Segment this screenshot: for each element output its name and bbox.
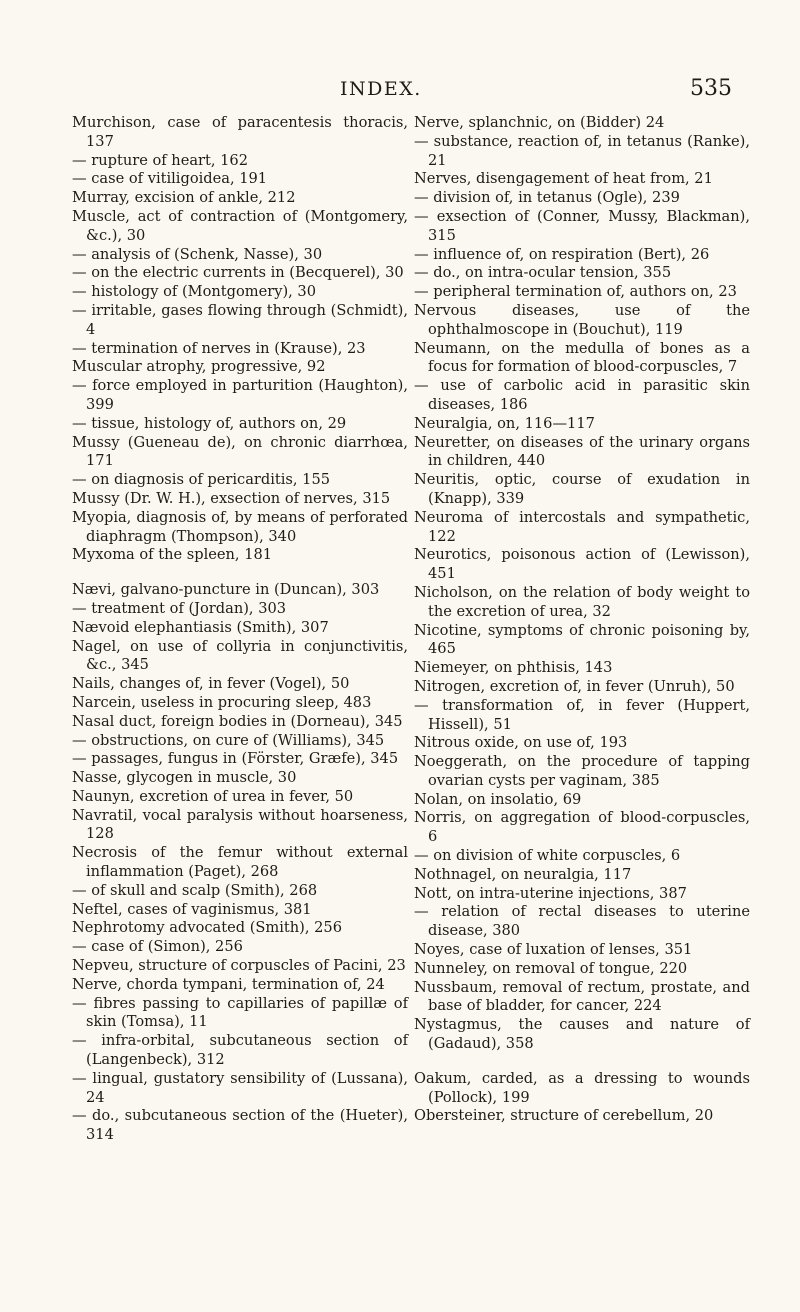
index-entry: — on division of white corpuscles, 6: [414, 847, 681, 865]
index-entry: Nott, on intra-uterine injections, 387: [414, 884, 687, 902]
index-entry: — case of vitiligoidea, 191: [72, 170, 268, 188]
header-title: INDEX.: [340, 78, 422, 100]
index-entry: Murray, excision of ankle, 212: [72, 189, 296, 207]
index-entry: Nervous diseases, use of the ophthalmoscope in (Bouchut), 119: [414, 301, 750, 338]
index-entry: — treatment of (Jordan), 303: [72, 599, 287, 617]
index-entry: Navratil, vocal paralysis without hoarseness, 128: [72, 806, 408, 843]
index-entry: Mussy (Gueneau de), on chronic diarrhœa, 171: [72, 433, 408, 470]
index-entry: — substance, reaction of, in tetanus (Ranke), 21: [414, 132, 750, 169]
running-header: [0, 76, 800, 106]
index-entry: Nerve, chorda tympani, termination of, 24: [72, 975, 385, 993]
section-gap: [414, 1054, 750, 1070]
page-number: 535: [690, 76, 732, 101]
index-entry: — irritable, gases flowing through (Schmidt), 4: [72, 301, 408, 338]
index-entry: — histology of (Montgomery), 30: [72, 283, 316, 301]
index-entry: Neuroma of intercostals and sympathetic, 122: [414, 508, 750, 545]
index-entry: — of skull and scalp (Smith), 268: [72, 881, 318, 899]
index-entry: Nitrogen, excretion of, in fever (Unruh), 50: [414, 677, 735, 695]
index-entry: Neuritis, optic, course of exudation in (Knapp), 339: [414, 471, 750, 507]
index-entry: — division of, in tetanus (Ogle), 239: [414, 189, 680, 207]
index-entry: Mussy (Dr. W. H.), exsection of nerves, 315: [72, 489, 391, 507]
index-entry: — fibres passing to capillaries of papillæ of skin (Tomsa), 11: [72, 994, 408, 1031]
index-entry: Nasse, glycogen in muscle, 30: [72, 769, 297, 787]
index-entry: — exsection of (Conner, Mussy, Blackman), 315: [414, 207, 750, 244]
section-gap: [72, 565, 408, 581]
index-entry: — on diagnosis of pericarditis, 155: [72, 471, 331, 489]
right-index-column: [414, 114, 750, 1126]
index-entry: Nepveu, structure of corpuscles of Pacini, 23: [72, 957, 406, 975]
index-entry: Neuralgia, on, 116—117: [414, 414, 595, 432]
index-entry: — infra-orbital, subcutaneous section of (Langenbeck), 312: [72, 1032, 408, 1069]
index-entry: — case of (Simon), 256: [72, 938, 243, 956]
index-entry: — passages, fungus in (Förster, Græfe), 345: [72, 750, 399, 768]
left-index-column: [72, 114, 408, 1145]
index-entry: Nystagmus, the causes and nature of (Gadaud), 358: [414, 1016, 750, 1053]
index-entry: — influence of, on respiration (Bert), 26: [414, 245, 710, 263]
index-entry: — use of carbolic acid in parasitic skin diseases, 186: [414, 377, 750, 413]
index-entry: — lingual, gustatory sensibility of (Lussana), 24: [72, 1069, 408, 1106]
index-entry: — obstructions, on cure of (Williams), 345: [72, 731, 385, 749]
index-entry: Oakum, carded, as a dressing to wounds (Pollock), 199: [414, 1069, 750, 1106]
index-entry: Nerves, disengagement of heat from, 21: [414, 170, 713, 188]
index-entry: Murchison, case of paracentesis thoracis, 137: [72, 114, 408, 150]
index-entry: Nævi, galvano-puncture in (Duncan), 303: [72, 581, 380, 599]
index-entry: Noeggerath, on the procedure of tapping ovarian cysts per vaginam, 385: [414, 753, 750, 789]
index-entry: — force employed in parturition (Haughton), 399: [72, 377, 408, 413]
index-entry: — termination of nerves in (Krause), 23: [72, 339, 366, 357]
index-entry: — tissue, histology of, authors on, 29: [72, 414, 347, 432]
index-entry: Muscular atrophy, progressive, 92: [72, 358, 326, 376]
index-entry: Nicholson, on the relation of body weight to the excretion of urea, 32: [414, 583, 750, 620]
index-entry: Nagel, on use of collyria in conjunctivitis, &c., 345: [72, 637, 408, 674]
index-entry: Myopia, diagnosis of, by means of perforated diaphragm (Thompson), 340: [72, 508, 408, 545]
index-entry: Neurotics, poisonous action of (Lewisson), 451: [414, 546, 750, 583]
index-entry: — do., on intra-ocular tension, 355: [414, 264, 672, 282]
index-entry: Narcein, useless in procuring sleep, 483: [72, 693, 372, 711]
index-entry: Nussbaum, removal of rectum, prostate, and base of bladder, for cancer, 224: [414, 978, 750, 1015]
index-entry: Nævoid elephantiasis (Smith), 307: [72, 618, 329, 636]
index-entry: Nails, changes of, in fever (Vogel), 50: [72, 675, 350, 693]
index-entry: — relation of rectal diseases to uterine disease, 380: [414, 903, 750, 940]
index-entry: Nunneley, on removal of tongue, 220: [414, 959, 688, 977]
index-entry: Niemeyer, on phthisis, 143: [414, 659, 613, 677]
index-entry: Neuretter, on diseases of the urinary organs in children, 440: [414, 433, 750, 470]
index-entry: Neumann, on the medulla of bones as a focus for formation of blood-corpuscles, 7: [414, 339, 750, 376]
index-entry: Nicotine, symptoms of chronic poisoning by, 465: [414, 621, 750, 658]
index-entry: Myxoma of the spleen, 181: [72, 546, 273, 564]
index-entry: — analysis of (Schenk, Nasse), 30: [72, 245, 323, 263]
index-entry: Neftel, cases of vaginismus, 381: [72, 900, 312, 918]
index-entry: Naunyn, excretion of urea in fever, 50: [72, 787, 354, 805]
index-entry: Nerve, splanchnic, on (Bidder) 24: [414, 114, 665, 131]
index-entry: Norris, on aggregation of blood-corpuscles, 6: [414, 809, 750, 846]
index-entry: Nitrous oxide, on use of, 193: [414, 734, 628, 752]
index-entry: Nephrotomy advocated (Smith), 256: [72, 919, 342, 937]
index-entry: — on the electric currents in (Becquerel), 30: [72, 264, 404, 282]
index-entry: Nothnagel, on neuralgia, 117: [414, 865, 632, 883]
index-entry: Obersteiner, structure of cerebellum, 20: [414, 1107, 714, 1125]
index-entry: — peripheral termination of, authors on, 23: [414, 283, 737, 301]
index-entry: Muscle, act of contraction of (Montgomery, &c.), 30: [72, 207, 408, 244]
index-entry: — transformation of, in fever (Huppert, Hissell), 51: [414, 696, 750, 733]
index-entry: Nasal duct, foreign bodies in (Dorneau), 345: [72, 712, 403, 730]
index-entry: Necrosis of the femur without external inflammation (Paget), 268: [72, 844, 408, 881]
index-entry: Noyes, case of luxation of lenses, 351: [414, 941, 693, 959]
index-entry: — rupture of heart, 162: [72, 151, 249, 169]
index-entry: — do., subcutaneous section of the (Hueter), 314: [72, 1107, 408, 1144]
index-entry: Nolan, on insolatio, 69: [414, 790, 582, 808]
